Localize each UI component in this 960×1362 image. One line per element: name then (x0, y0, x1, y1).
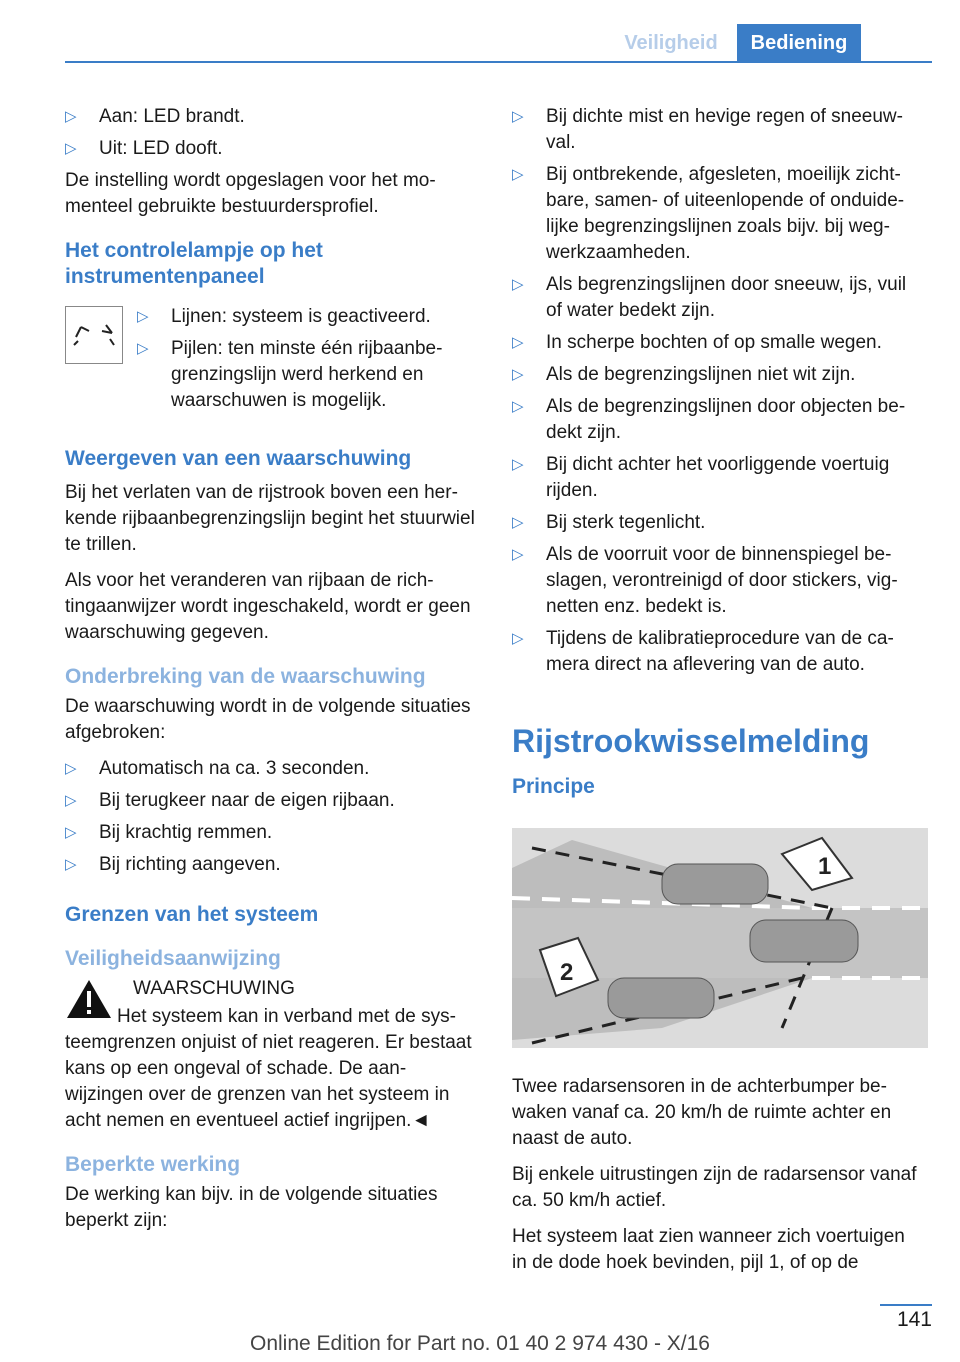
list-item: ▷ Uit: LED dooft. (65, 136, 477, 162)
bullet-triangle-icon: ▷ (512, 108, 524, 125)
right-column (512, 100, 924, 1286)
list-item: ▷ Aan: LED brandt. (65, 104, 477, 130)
lamp-heading: Het controlelampje op het instrumentenpaneel (65, 239, 323, 288)
list-item: ▷ Als de begrenzingslijnen door objecten bedekt zijn. (512, 396, 906, 443)
list-item: ▷ Bij terugkeer naar de eigen rijbaan. (65, 788, 477, 814)
list-item: ▷ Automatisch na ca. 3 seconden. (65, 756, 477, 782)
bullet-triangle-icon: ▷ (512, 366, 524, 383)
bullet-triangle-icon: ▷ (65, 824, 77, 841)
list-item: ▷ Als de begrenzingslijnen niet wit zijn. (512, 362, 924, 388)
arrow-label-2: 2 (560, 959, 574, 986)
bullet-triangle-icon: ▷ (137, 340, 149, 357)
list-item: ▷ Als begrenzingslijnen door sneeuw, ijs, vuil of water bedekt zijn. (512, 274, 907, 321)
page-number: 141 (896, 1308, 932, 1331)
tab-veiligheid[interactable]: Veiligheid (624, 32, 718, 54)
interrupt-heading: Onderbreking van de waarschuwing (65, 665, 426, 688)
list-item: ▷ Bij ontbrekende, afgesleten, moeilijk zichtbare, samen- of uiteenlopende of onduidelijke begrenzingslijnen zoals bijv. bij wegwerkzaamheden. (512, 164, 905, 263)
warning-block (65, 976, 477, 1002)
bullet-triangle-icon: ▷ (65, 760, 77, 777)
list-item: ▷ Bij dicht achter het voorliggende voertuig rijden. (512, 454, 890, 501)
list-item: ▷ Tijdens de kalibratieprocedure van de camera direct na aflevering van de auto. (512, 628, 894, 675)
warning-label: WAARSCHUWING (133, 978, 295, 999)
principle-heading: Principe (512, 775, 595, 798)
interrupt-text: De waarschuwing wordt in de volgende situaties afgebroken: (65, 696, 471, 743)
warning-body: Het systeem kan in verband met de systeemgrenzen onjuist of niet reageren. Er bestaat kans op een ongeval of schade. De aanwijzingen over de grenzen van het systeem in acht nemen en eventueel actief ingrijpen.◄ (65, 1006, 472, 1131)
header-rule (65, 61, 932, 63)
principle-text-1: Twee radarsensoren in de achterbumper bewaken vanaf ca. 20 km/h de ruimte achter en naast de auto. (512, 1076, 892, 1149)
lane-change-figure (512, 828, 928, 1048)
warning-heading: Weergeven van een waarschuwing (65, 447, 412, 470)
list-item: ▷ Lijnen: systeem is geactiveerd. (137, 304, 477, 330)
bullet-triangle-icon: ▷ (512, 334, 524, 351)
lane-lamp-icon (65, 306, 123, 364)
bullet-triangle-icon: ▷ (512, 166, 524, 183)
bullet-triangle-icon: ▷ (65, 792, 77, 809)
bullet-triangle-icon: ▷ (137, 308, 149, 325)
list-item: ▷ Bij richting aangeven. (65, 852, 477, 878)
warning-text-1: Bij het verlaten van de rijstrook boven een herkende rijbaanbegrenzingslijn begint het stuurwiel te trillen. (65, 482, 475, 555)
tab-bediening[interactable]: Bediening (737, 24, 861, 62)
principle-text-3: Het systeem laat zien wanneer zich voertuigen in de dode hoek bevinden, pijl 1, of op de (512, 1226, 905, 1273)
list-item: ▷ Bij dichte mist en hevige regen of sneeuwval. (512, 106, 903, 153)
list-item: ▷ Pijlen: ten minste één rijbaanbegrenzingslijn werd herkend en waarschuwen is mogelijk. (137, 338, 443, 411)
list-item: ▷ Bij sterk tegenlicht. (512, 510, 924, 536)
bullet-triangle-icon: ▷ (512, 514, 524, 531)
arrow-label-1: 1 (818, 853, 832, 880)
safety-heading: Veiligheidsaanwijzing (65, 947, 281, 970)
warning-text-2: Als voor het veranderen van rijbaan de richtingaanwijzer wordt ingeschakeld, wordt er geen waarschuwing gegeven. (65, 570, 471, 643)
bullet-triangle-icon: ▷ (65, 108, 77, 125)
left-column (65, 100, 477, 1244)
limited-text: De werking kan bijv. in de volgende situaties beperkt zijn: (65, 1184, 438, 1231)
bullet-triangle-icon: ▷ (65, 856, 77, 873)
lamp-block (65, 300, 477, 420)
principle-text-2: Bij enkele uitrustingen zijn de radarsensor vanaf ca. 50 km/h actief. (512, 1164, 917, 1211)
list-item: ▷ In scherpe bochten of op smalle wegen. (512, 330, 924, 356)
bullet-triangle-icon: ▷ (512, 546, 524, 563)
setting-text: De instelling wordt opgeslagen voor het momenteel gebruikte bestuurdersprofiel. (65, 170, 436, 217)
list-item: ▷ Bij krachtig remmen. (65, 820, 477, 846)
edition-footer: Online Edition for Part no. 01 40 2 974 430 - X/16 (250, 1332, 710, 1355)
chapter-title: Rijstrookwisselmelding (512, 723, 870, 759)
list-item: ▷ Als de voorruit voor de binnenspiegel beslagen, verontreinigd of door stickers, vignetten enz. bedekt is. (512, 544, 898, 617)
bullet-triangle-icon: ▷ (512, 630, 524, 647)
limits-heading: Grenzen van het systeem (65, 903, 319, 926)
bullet-triangle-icon: ▷ (512, 456, 524, 473)
warning-triangle-icon (65, 978, 113, 1020)
bullet-triangle-icon: ▷ (512, 276, 524, 293)
bullet-triangle-icon: ▷ (512, 398, 524, 415)
bullet-triangle-icon: ▷ (65, 140, 77, 157)
footer-rule (880, 1304, 932, 1306)
limited-heading: Beperkte werking (65, 1153, 241, 1176)
